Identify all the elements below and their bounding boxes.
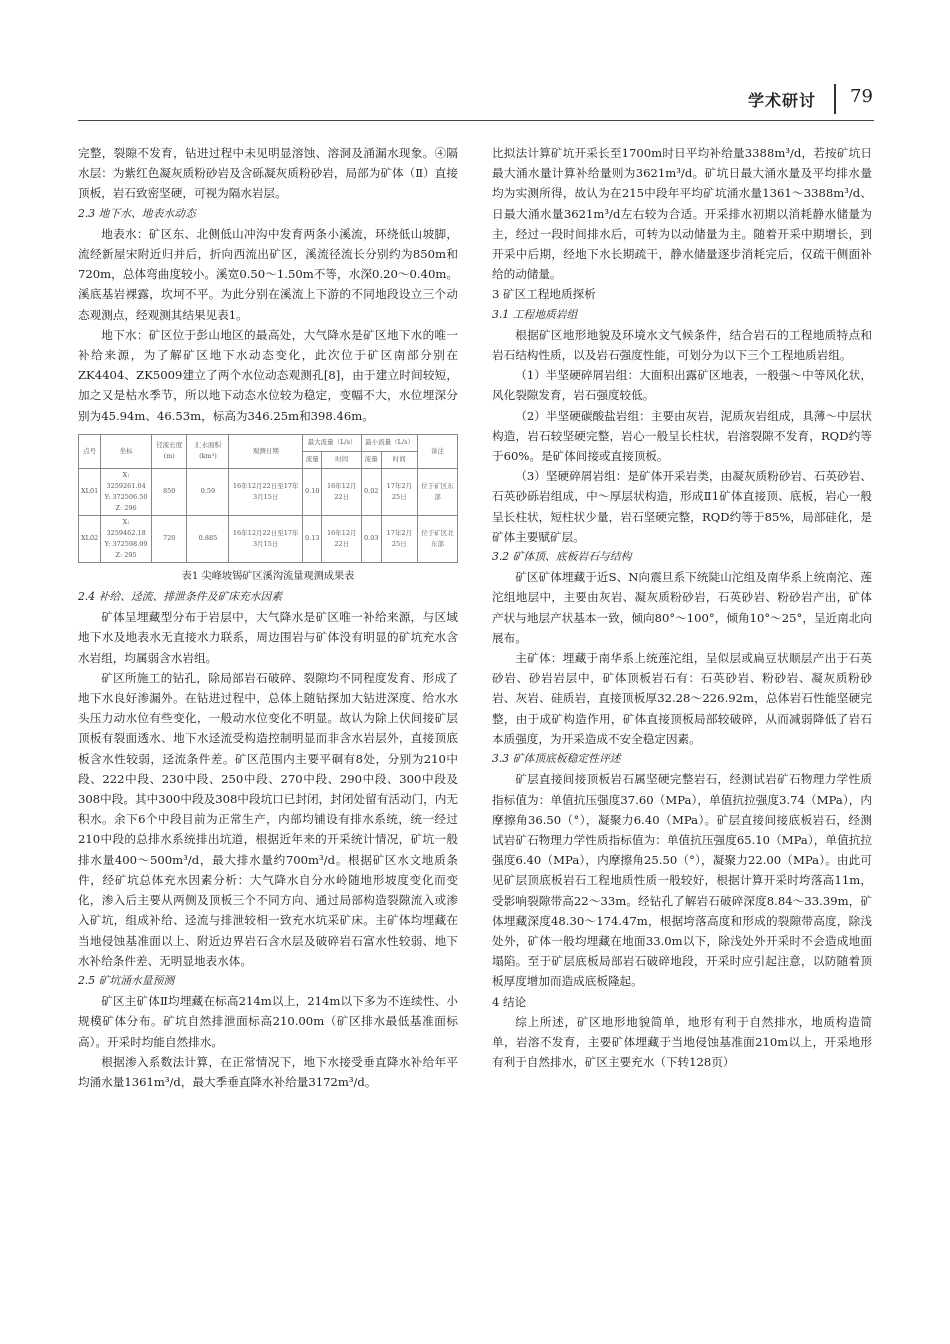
cell-area: 0.59 xyxy=(187,468,229,515)
cell-coord xyxy=(101,515,152,562)
table-caption: 表1 尖峰坡锡矿区溪沟流量观测成果表 xyxy=(181,570,355,582)
th-length: 径流长度(m) xyxy=(151,434,187,468)
cell-note: 位于矿区北东部 xyxy=(418,515,458,562)
th-no: 点号 xyxy=(79,434,101,468)
paragraph: 完整，裂隙不发育，钻进过程中未见明显溶蚀、溶洞及涌漏水现象。④隔水层：为紫红色凝灰质粉砂岩及含砾凝灰质粉砂岩，局部为矿体（Ⅱ）直接顶板，岩石致密坚硬，可视为隔水岩层。 xyxy=(78,146,458,201)
section-heading-2-3: 2.3 地下水、地表水动态 xyxy=(78,206,196,220)
th-time: 时间 xyxy=(322,451,362,468)
right-column xyxy=(492,143,872,1072)
cell-length: 850 xyxy=(151,468,187,515)
th-coord: 坐标 xyxy=(101,434,152,468)
section-heading-4: 4 结论 xyxy=(492,994,527,1009)
cell-no: XL02 xyxy=(79,515,101,562)
paragraph: 矿区矿体埋藏于近S、N向震旦系下统陡山沱组及南华系上统南沱、莲沱组地层中，主要由灰岩、凝灰质粉砂岩，石英砂岩、粉砂岩产出，矿体产状与地层产状基本一致，倾向80°～100°，倾角10°～25°，呈近南北向展布。 xyxy=(492,570,872,645)
coord-x: X: 3259462.18 xyxy=(106,517,146,537)
paragraph: 矿体呈埋藏型分布于岩层中，大气降水是矿区唯一补给来源，与区域地下水及地表水无直接水力联系，周边围岩与矿体没有明显的矿坑充水含水岩组，均属弱含水岩组。 xyxy=(78,610,458,665)
cell-min-flow: 0.02 xyxy=(362,468,381,515)
th-note: 备注 xyxy=(418,434,458,468)
cell-min-time: 17年2月25日 xyxy=(381,515,418,562)
section-heading-3-2: 3.2 矿体顶、底板岩石与结构 xyxy=(492,550,632,564)
paragraph: 矿区主矿体Ⅱ均埋藏在标高214m以上，214m以下多为不连续性、小规模矿体分布。矿坑自然排泄面标高210.00m（矿区排水最低基准面标高）。开采时均能自然排水。 xyxy=(78,994,458,1049)
paragraph: （3）坚硬碎屑岩组：是矿体开采岩类，由凝灰质粉砂岩、石英砂岩、石英砂砾岩组成，中～厚层状构造，形成Ⅱ1矿体直接顶、底板，岩心一般呈长柱状，短柱状少量，岩石坚硬完整，RQD约等于85%，局部硅化，是矿体主要赋矿层。 xyxy=(492,469,872,544)
paragraph: （2）半坚硬碳酸盐岩组：主要由灰岩，泥质灰岩组成，具薄～中层状构造，岩石较坚硬完整，岩心一般呈长柱状，岩溶裂隙不发育，RQD约等于60%。是矿体间接或直接顶板。 xyxy=(492,408,872,464)
section-heading-3: 3 矿区工程地质探析 xyxy=(492,287,596,302)
paragraph: 根据渗入系数法计算，在正常情况下，地下水接受垂直降水补给年平均涌水量1361m³/d，最大季垂直降水补给量3172m³/d。 xyxy=(78,1054,458,1089)
cell-length: 720 xyxy=(151,515,187,562)
paragraph: 综上所述，矿区地形地貌简单，地形有利于自然排水，地质构造简单，岩溶不发育，主要矿体埋藏于当地侵蚀基准面210m以上，开采地形有利于自然排水，矿区主要充水（下转128页） xyxy=(492,1014,872,1070)
cell-max-time: 16年12月22日 xyxy=(322,515,362,562)
cell-max-flow: 0.10 xyxy=(303,468,322,515)
th-flow: 流量 xyxy=(303,451,322,468)
coord-z: Z: 296 xyxy=(115,503,137,512)
coord-y: Y: 372506.50 xyxy=(104,492,148,501)
table-header-row xyxy=(79,434,458,451)
coord-y: Y: 372598.09 xyxy=(104,539,148,548)
cell-date: 16年12月22日至17年3月15日 xyxy=(229,468,303,515)
page-number: 79 xyxy=(850,86,873,107)
cell-min-flow: 0.03 xyxy=(362,515,381,562)
section-heading-3-1: 3.1 工程地质岩组 xyxy=(492,307,578,321)
th-max: 最大流量（L/s） xyxy=(303,434,362,451)
cell-max-flow: 0.13 xyxy=(303,515,322,562)
flow-observation-table xyxy=(78,434,458,563)
paragraph: 地表水：矿区东、北侧低山冲沟中发育两条小溪流，环绕低山坡脚，流经新屋宋附近归并后，折向西流出矿区，溪流径流长分别约为850m和720m，总体弯曲度较小。溪宽0.50～1.50m不等，水深0.20～0.40m。溪底基岩裸露，坎坷不平。为此分别在溪流上下游的不同地段设立三个动态观测点，经观测其结果见表1。 xyxy=(78,226,458,322)
cell-area: 0.885 xyxy=(187,515,229,562)
left-column xyxy=(78,143,458,1092)
paragraph: 根据矿区地形地貌及环境水文气候条件，结合岩石的工程地质特点和岩石结构性质，以及岩石强度性能，可划分为以下三个工程地质岩组。 xyxy=(492,327,872,363)
th-area: 汇水面积(km²) xyxy=(187,434,229,468)
coord-z: Z: 295 xyxy=(115,550,137,559)
cell-coord xyxy=(101,468,152,515)
th-date: 观测日期 xyxy=(229,434,303,468)
paragraph: （1）半坚硬碎屑岩组：大面积出露矿区地表，一般强～中等风化状，风化裂隙发育，岩石强度较低。 xyxy=(492,368,872,403)
section-heading-3-3: 3.3 矿体顶底板稳定性评述 xyxy=(492,752,621,766)
th-time2: 时间 xyxy=(381,451,418,468)
paragraph: 比拟法计算矿坑开采长至1700m时日平均补给量3388m³/d，若按矿坑日最大涌水量计算补给量则为3621m³/d。矿坑日最大涌水量及平均排水量均为实测所得，故认为在215中段年平均矿坑涌水量1361～3388m³/d、日最大涌水量3621m³/d左右较为合适。开采排水初期以消耗静水储量为主，经过一段时间排水后，可转为以动储量为主。随着开采中期增长，到开采中后期，经地下水长期疏干，静水储量逐步消耗完后，仅疏干侧面补给的动储量。 xyxy=(492,146,872,282)
coord-x: X: 3259261.04 xyxy=(106,470,146,490)
cell-no: XL01 xyxy=(79,468,101,515)
cell-date: 16年12月22日至17年3月15日 xyxy=(229,515,303,562)
paragraph: 矿层直接间接顶板岩石属坚硬完整岩石，经测试岩矿石物理力学性质指标值为：单值抗压强度37.60（MPa），单值抗拉强度3.74（MPa），内摩擦角36.50（°），凝聚力6.40（MPa）。矿层直接间接底板岩石，经测试岩矿石物理力学性质指标值为：单值抗压强度65.10（MPa），单值抗拉强度6.40（MPa），内摩擦角25.50（°），凝聚力22.00（MPa）。由此可见矿层顶底板岩石工程地质性质一般较好，根据计算开采时垮落高11m，受影响裂隙带高22～33m。经钻孔了解岩石破碎深度8.84～33.39m，矿体埋藏深度48.30～174.47m，根据垮落高度和形成的裂隙带高度，除浅处外，矿体一般均埋藏在地面33.0m以下，除浅处外开采时不会造成地面塌陷。至于矿层底板局部岩石破碎地段，开采时应引起注意，以防随着顶板厚度增加而造成底板隆起。 xyxy=(492,772,872,989)
table-row xyxy=(79,515,458,562)
paragraph: 矿区所施工的钻孔，除局部岩石破碎、裂隙均不同程度发育、形成了地下水良好渗漏外。在钻进过程中，总体上随钻探加大钻进深度、给水水头压力动水位有些变化，一般动水位变化不明显。故认为除上伏间接矿层顶板有裂面透水、地下水迳流受构造控制明显而非含水岩层外，直接顶底板含水性较弱，迳流条件差。矿区范围内主要平硐有8处，分别为210中段、222中段、230中段、250中段、270中段、290中段、300中段及308中段。其中300中段及308中段坑口已封闭，封闭处留有活动门，内无积水。余下6个中段目前为正常生产，内部均铺设有排水系统，统一经过210中段的总排水系统排出坑道，根据近年来的开采统计情况，矿坑一般排水量400～500m³/d，最大排水量约700m³/d。根据矿区水文地质条件，经矿坑总体充水因素分析：大气降水自分水岭随地形坡度变化而变化，渗入后主要从两侧及顶板三个不同方向、通过局部构造裂隙流入或渗入矿坑，组成补给、迳流与排泄较相一致充水坑采矿床。主矿体均埋藏在当地侵蚀基准面以上、附近边界岩石含水层及破碎岩石富水性较弱、地下水补给条件差、无明显地表水体。 xyxy=(78,670,458,968)
th-flow2: 流量 xyxy=(362,451,381,468)
paragraph: 主矿体：埋藏于南华系上统莲沱组，呈似层或扁豆状顺层产出于石英砂岩、砂岩岩层中，矿体顶板岩石有：石英砂岩、粉砂岩、凝灰质粉砂岩、灰岩、硅质岩，直接顶板厚32.28～226.92m，总体岩石性能坚硬完整，由于成矿构造作用，矿体直接顶板局部较破碎，从而减弱降低了岩石本质强度，为开采造成不安全稳定因素。 xyxy=(492,651,872,746)
header-rule xyxy=(78,120,874,121)
section-heading-2-4: 2.4 补给、迳流、排泄条件及矿床充水因素 xyxy=(78,590,283,604)
cell-min-time: 17年2月25日 xyxy=(381,468,418,515)
table-row xyxy=(79,468,458,515)
cell-note: 位于矿区东部 xyxy=(418,468,458,515)
paragraph: 地下水：矿区位于彭山地区的最高处，大气降水是矿区地下水的唯一补给来源，为了解矿区地下水动态变化，此次位于矿区南部分别在ZK4404、ZK5009建立了两个水位动态观测孔[8]，由于建立时间较短，加之又是枯水季节，所以地下动态水位较为稳定，变幅不大，水位埋深分别为45.94m、46.53m，标高为346.25m和398.46m。 xyxy=(78,327,458,423)
cell-max-time: 16年12月22日 xyxy=(322,468,362,515)
journal-section-title: 学术研讨 xyxy=(748,91,817,110)
header-separator xyxy=(834,84,836,114)
section-heading-2-5: 2.5 矿坑涌水量预测 xyxy=(78,973,175,987)
th-min: 最小流量（L/s） xyxy=(362,434,418,451)
